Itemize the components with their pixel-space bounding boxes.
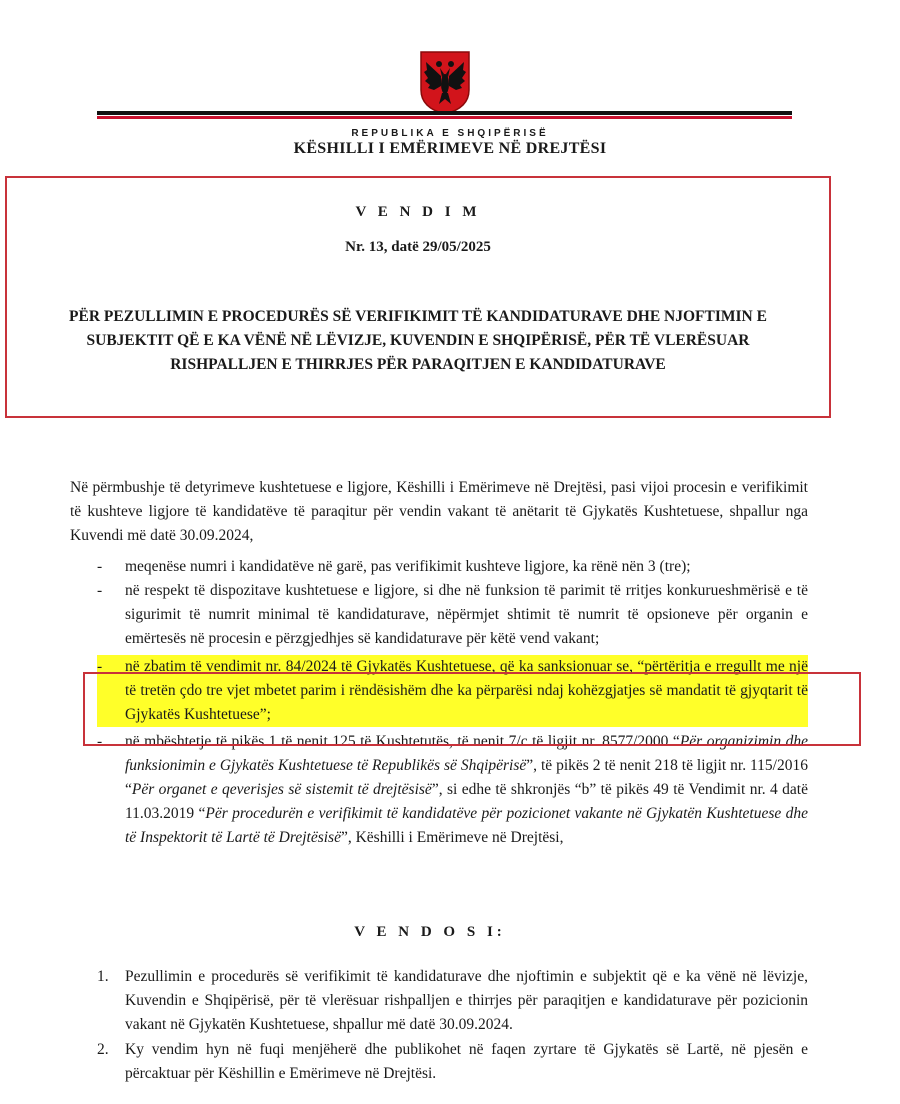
item-text: Pezullimin e procedurës së verifikimit të kandidaturave dhe njoftimin e subjektit që e ka vënë në lëvizje, Kuvendin e Shqipërisë, për të vlerësuar rishpalljen e thirrjes për paraqitjen e kandidaturave për pozicionin vakant në Gjykatën Kushtetuese, shpallur më datë 30.09.2024. xyxy=(125,968,808,1033)
regulation-title: Për procedurën e verifikimit të kandidatëve për pozicionet vakante në Gjykatën Kushtetuese dhe të Inspektorit të Lartë të Drejtësisë xyxy=(125,805,808,846)
bullet-text-part: ”, si edhe të shkronjës “b” të pikës 49 të Vendimit nr. 4 datë 11.03.2019 “ xyxy=(125,781,808,822)
intro-paragraph: Në përmbushje të detyrimeve kushtetuese e ligjore, Këshilli i Emërimeve në Drejtësi, pasi vijoi procesin e verifikimit të kushteve ligjore të kandidatëve të paraqitur për vendin vakant të anëtarit të Gjykatës Kushtetuese, shpallur nga Kuvendi më datë 30.09.2024, xyxy=(70,479,808,544)
bullet-dash: - xyxy=(97,558,103,575)
list-item xyxy=(97,965,808,1037)
bullet-text: meqenëse numri i kandidatëve në garë, pas verifikimit kushteve ligjore, ka rënë nën 3 (tre); xyxy=(125,558,691,575)
item-text: Ky vendim hyn në fuqi menjëherë dhe publikohet në faqen zyrtare të Gjykatës së Lartë, në pjesën e përcaktuar për Këshillin e Emërimeve në Drejtësi. xyxy=(125,1041,808,1082)
decision-number: Nr. 13, datë 29/05/2025 xyxy=(345,239,491,255)
list-item xyxy=(97,555,808,579)
item-number: 2. xyxy=(97,1041,109,1058)
council-name: KËSHILLI I EMËRIMEVE NË DREJTËSI xyxy=(293,140,607,157)
highlight-red-frame xyxy=(83,672,861,746)
item-number: 1. xyxy=(97,968,109,985)
bullet-text-part: ”, të pikës 2 të nenit 218 të ligjit nr. 115/2016 “ xyxy=(125,757,808,798)
republic-name: REPUBLIKA E SHQIPËRISË xyxy=(351,128,549,139)
decisions-list xyxy=(97,965,808,1087)
decision-subject: PËR PEZULLIMIN E PROCEDURËS SË VERIFIKIMIT TË KANDIDATURAVE DHE NJOFTIMIN E SUBJEKTIT QË E KA VËNË NË LËVIZJE, KUVENDIN E SHQIPËRISË, PËR TË VLERËSUAR RISHPALLJEN E THIRRJES PËR PARAQITJEN E KANDIDATURAVE xyxy=(69,308,767,373)
decision-title-box xyxy=(5,176,831,418)
law-title: Për organizimin dhe funksionimin e Gjykatës Kushtetuese të Republikës së Shqipërisë xyxy=(125,733,808,774)
bullet-dash: - xyxy=(97,582,103,599)
list-item xyxy=(97,1038,808,1086)
list-item xyxy=(97,730,808,850)
bullet-text-part: ”, Këshilli i Emërimeve në Drejtësi, xyxy=(340,829,564,846)
resolution-label: V E N D O S I: xyxy=(354,924,506,940)
bullet-text: në zbatim të vendimit nr. 84/2024 të Gjykatës Kushtetuese, që ka sanksionuar se, “përtëritja e rregullt me një të tretën çdo tre vjet mbetet parim i rëndësishëm dhe ka përparësi ndaj kohëzgjatjes së mandatit të gjyqtarit të Gjykatës Kushtetuese”; xyxy=(125,658,808,723)
list-item xyxy=(97,579,808,651)
bullet-text: në respekt të dispozitave kushtetuese e ligjore, si dhe në funksion të parimit të rritjes konkurueshmërisë e të sigurimit të numrit minimal të kandidaturave, nëpërmjet shtimit të numrit të opsioneve për organin e emërtesës në procesin e përzgjedhjes së kandidaturave për këtë vend vakant; xyxy=(125,582,808,647)
bullet-dash: - xyxy=(97,733,103,750)
albanian-eagle-emblem-icon xyxy=(417,50,473,116)
header-rule-red xyxy=(97,116,792,119)
bullet-text-part: në mbështetje të pikës 1 të nenit 125 të Kushtetutës, të nenit 7/c të ligjit nr. 8577/2000 “ xyxy=(125,733,680,750)
bullet-dash: - xyxy=(97,658,103,675)
law-title: Për organet e qeverisjes së sistemit të drejtësisë xyxy=(131,781,432,798)
decision-label: V E N D I M xyxy=(355,204,481,220)
header-rule-black xyxy=(97,111,792,115)
